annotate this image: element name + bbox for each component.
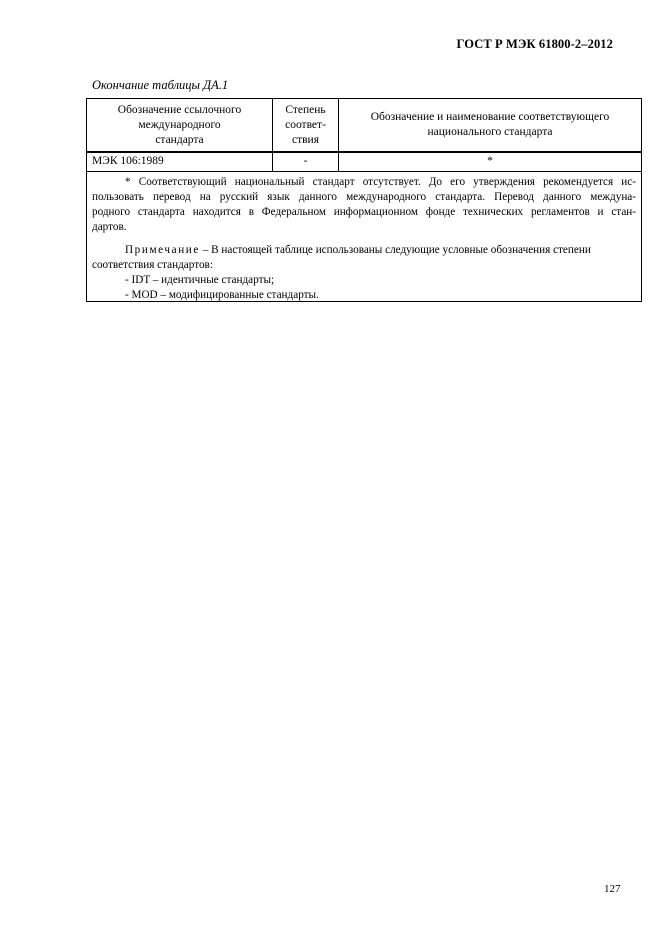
cell-text: МЭК 106:1989 <box>92 154 164 167</box>
header-line: ствия <box>291 133 319 146</box>
header-line: национального стандарта <box>427 126 553 138</box>
document-code: ГОСТ Р МЭК 61800-2–2012 <box>456 37 613 51</box>
cell-text: - <box>303 154 308 167</box>
footnote-line: * Соответствующий национальный стандарт отсутствует. До его утверждения рекомендуется ис- <box>125 176 636 188</box>
header-cell-reference-standard <box>87 99 272 151</box>
cell-text: * <box>487 154 493 167</box>
note-line: соответствия стандартов: <box>92 259 213 271</box>
note-list-item: - IDT – идентичные стандарты; <box>125 274 275 286</box>
header-line: Степень <box>285 103 326 116</box>
header-line: соответ- <box>285 118 326 131</box>
header-line: стандарта <box>155 133 204 146</box>
correspondence-table <box>86 98 642 302</box>
footnote-line: родного стандарта находится в Федеральном информационном фонде технических регламентов и стан- <box>92 206 636 218</box>
header-line: международного <box>138 118 221 131</box>
note-label: Примечание <box>125 244 200 256</box>
footnote-line: дартов. <box>92 221 127 233</box>
cell-degree <box>273 151 338 171</box>
table-header-row <box>87 99 641 153</box>
header-cell-degree <box>273 99 338 151</box>
footnote-line: пользовать перевод на русский язык данного международного стандарта. Перевод данного междуна- <box>92 191 636 203</box>
header-cell-national-standard <box>339 99 641 151</box>
note-list-item: - MOD – модифицированные стандарты. <box>125 289 319 301</box>
page-number: 127 <box>604 883 621 895</box>
note-first-line <box>125 243 591 258</box>
cell-national-standard <box>339 151 641 171</box>
table-title: Окончание таблицы ДА.1 <box>92 78 229 92</box>
table-row <box>87 151 641 172</box>
cell-reference-standard <box>87 151 272 171</box>
header-line: Обозначение ссылочного <box>117 103 242 116</box>
header-line: Обозначение и наименование соответствующего <box>370 111 610 123</box>
note-text: – В настоящей таблице использованы следующие условные обозначения степени <box>202 244 591 256</box>
